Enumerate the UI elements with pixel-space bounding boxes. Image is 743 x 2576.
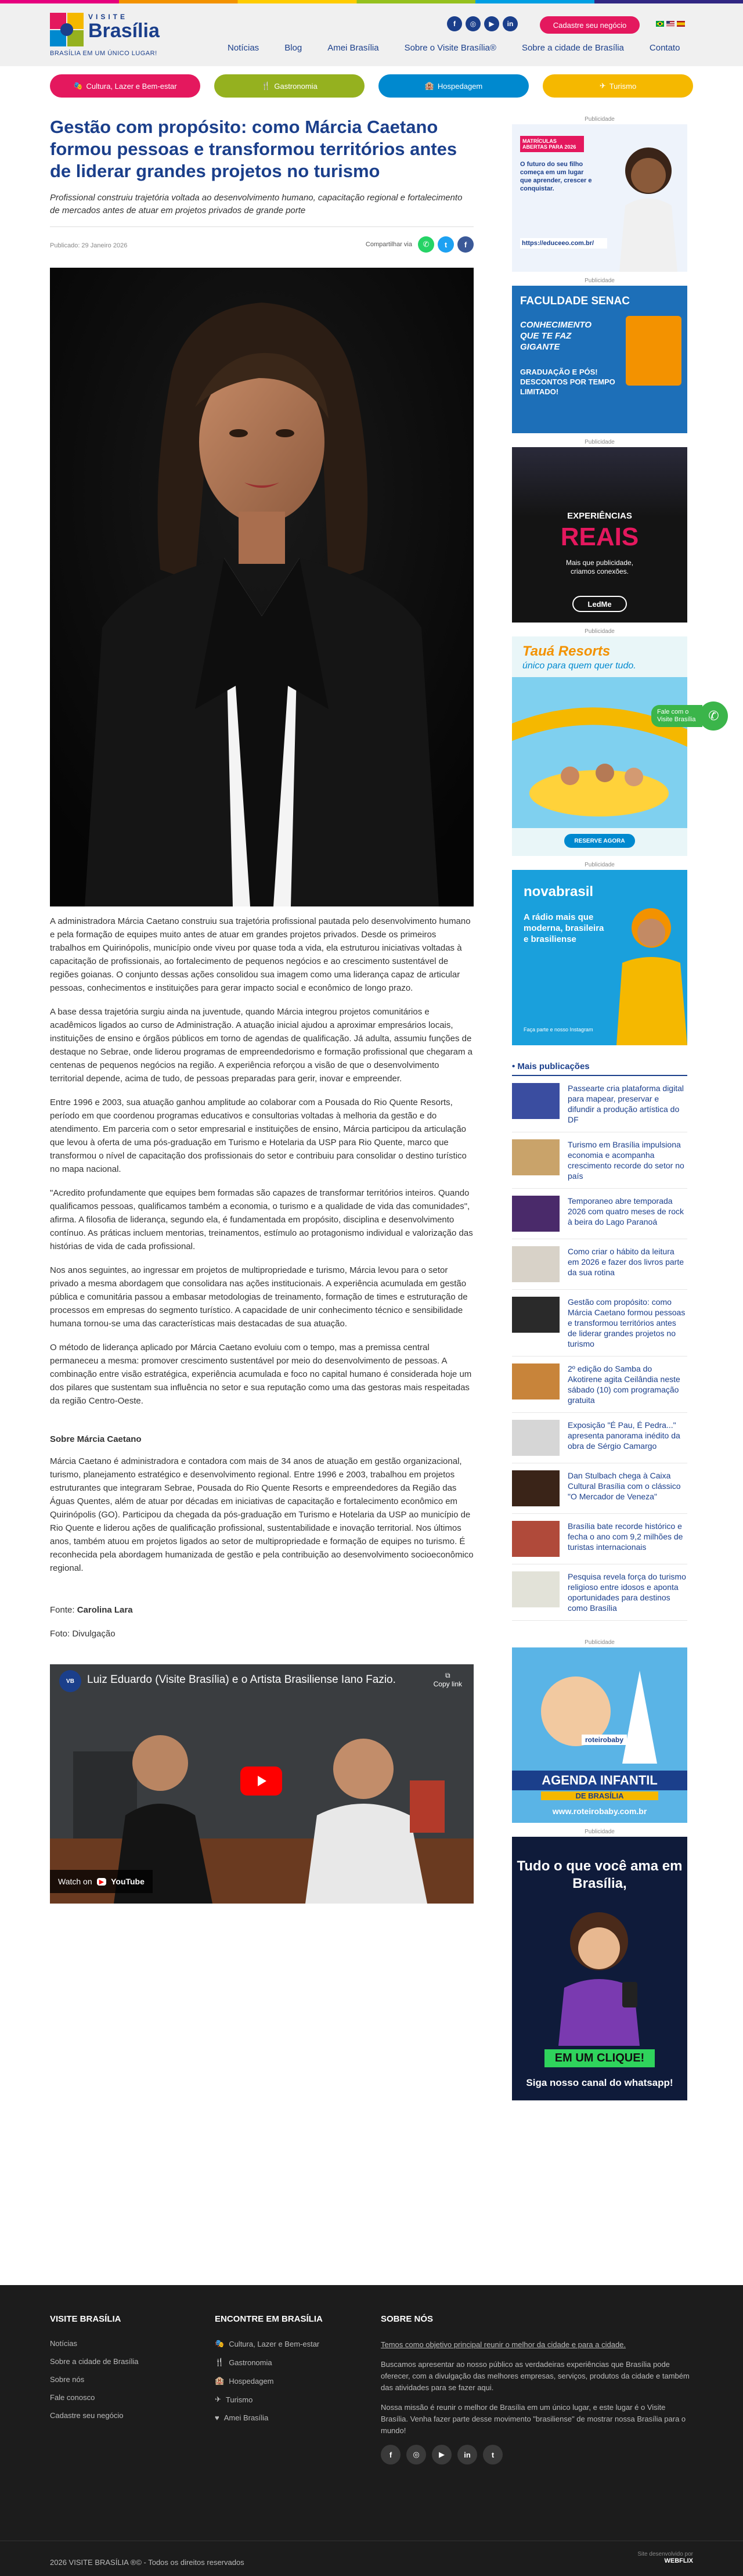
twitter-icon[interactable]: t xyxy=(483,2445,503,2465)
site-header xyxy=(0,3,743,66)
footer-col-visite xyxy=(50,2314,138,2429)
footer-link[interactable] xyxy=(215,2358,323,2367)
footer-link-label: Hospedagem xyxy=(229,2376,274,2386)
category-label: Hospedagem xyxy=(437,81,483,91)
ad-label: Publicidade xyxy=(585,862,615,868)
footer-social-links xyxy=(381,2445,692,2465)
share-label: Compartilhar via xyxy=(365,241,412,248)
facebook-icon[interactable]: f xyxy=(447,16,462,31)
ad-whatsapp-channel[interactable] xyxy=(512,1837,687,2100)
footer-link[interactable]: Fale conosco xyxy=(50,2393,95,2402)
theater-icon: 🎭 xyxy=(73,81,83,90)
news-thumbnail xyxy=(512,1363,560,1399)
source-name: Carolina Lara xyxy=(77,1605,133,1615)
news-title[interactable]: Passearte cria plataforma digital para mapear, preservar e difundir a produção artística do DF xyxy=(568,1084,684,1124)
flag-brazil-icon[interactable] xyxy=(656,21,664,27)
footer-heading: VISITE BRASÍLIA xyxy=(50,2314,121,2324)
ad-text: AGENDA INFANTIL xyxy=(512,1771,687,1790)
category-label: Gastronomia xyxy=(274,81,318,91)
share-whatsapp-icon[interactable]: ✆ xyxy=(418,236,434,253)
footer-link[interactable] xyxy=(215,2339,323,2348)
site-logo[interactable] xyxy=(50,12,172,58)
ad-novabrasil[interactable] xyxy=(512,870,687,1045)
news-title[interactable]: Gestão com propósito: como Márcia Caetano formou pessoas e transformou territórios antes de liderar grandes projetos no turismo xyxy=(568,1297,686,1348)
ad-text: REAIS xyxy=(560,523,639,551)
ad-label: Publicidade xyxy=(585,439,615,445)
article-meta xyxy=(50,236,474,255)
whatsapp-float-label xyxy=(651,705,702,727)
play-icon xyxy=(254,1774,268,1788)
copy-link-button[interactable] xyxy=(434,1671,462,1688)
ad-text: www.roteirobaby.com.br xyxy=(552,1807,647,1816)
ad-label: Publicidade xyxy=(585,1829,615,1835)
ad-text: EM UM CLIQUE! xyxy=(544,2049,655,2067)
ad-text: Tauá Resorts xyxy=(522,643,611,659)
list-item[interactable] xyxy=(512,1239,687,1290)
ad-text: https://educeeo.com.br/ xyxy=(520,238,607,249)
logo-mark-icon xyxy=(50,13,84,46)
logo-tagline: BRASÍLIA EM UM ÚNICO LUGAR! xyxy=(50,50,157,57)
site-footer xyxy=(0,2285,743,2576)
theater-icon: 🎭 xyxy=(215,2339,225,2348)
footer-col-sobre xyxy=(381,2314,692,2465)
flag-spain-icon[interactable] xyxy=(677,21,685,27)
nav-contato[interactable]: Contato xyxy=(649,43,680,53)
instagram-icon[interactable]: ◎ xyxy=(406,2445,426,2465)
dev-name: WEBFLIX xyxy=(664,2557,693,2564)
list-item[interactable] xyxy=(512,1463,687,1514)
footer-link[interactable] xyxy=(215,2376,323,2386)
share-bar xyxy=(366,236,474,253)
list-item[interactable] xyxy=(512,1564,687,1621)
whatsapp-float-button[interactable] xyxy=(651,701,728,731)
article-title: Gestão com propósito: como Márcia Caetano formou pessoas e transformou territórios antes de liderar grandes projetos no turismo xyxy=(50,117,457,181)
ad-text: FACULDADE SENAC xyxy=(520,295,630,307)
fork-knife-icon: 🍴 xyxy=(215,2358,225,2366)
ad-text: MATRÍCULAS ABERTAS PARA 2026 xyxy=(520,136,584,152)
footer-link-label: Gastronomia xyxy=(229,2358,272,2367)
hotel-icon: 🏨 xyxy=(424,81,434,90)
divider xyxy=(50,226,474,227)
category-turismo-button[interactable] xyxy=(543,74,693,98)
ledme-logo-icon: LedMe xyxy=(572,596,627,612)
news-thumbnail xyxy=(512,1196,560,1232)
whatsapp-label-line: Visite Brasília xyxy=(657,716,696,723)
footer-about-text: Buscamos apresentar ao nosso público as verdadeiras experiências que Brasília pode oferecer, com a divulgação das melhores empresas, serviços, produtos da cidade e também das atividades para se fazer aqui. xyxy=(381,2360,690,2392)
ad-woman-image xyxy=(611,893,687,1045)
developer-credit[interactable] xyxy=(635,2551,693,2564)
nav-amei-brasilia[interactable]: Amei Brasília xyxy=(327,43,379,53)
ad-label: Publicidade xyxy=(585,278,615,284)
news-title[interactable]: 2º edição do Samba do Akotirene agita Ceilândia neste sábado (10) com programação gratuita xyxy=(568,1364,680,1405)
footer-link-label: Amei Brasília xyxy=(223,2413,269,2422)
cadastre-negocio-button[interactable]: Cadastre seu negócio xyxy=(540,16,640,34)
watch-on-youtube-button[interactable] xyxy=(50,1870,153,1893)
footer-link[interactable]: Sobre nós xyxy=(50,2375,85,2384)
list-item[interactable] xyxy=(512,1357,687,1413)
flag-usa-icon[interactable] xyxy=(666,21,675,27)
category-label: Cultura, Lazer e Bem-estar xyxy=(86,81,177,91)
category-hospedagem-button[interactable] xyxy=(378,74,529,98)
about-heading: Sobre Márcia Caetano xyxy=(50,1434,142,1444)
watch-on-label: Watch on xyxy=(58,1877,92,1886)
ad-text: roteirobaby xyxy=(582,1735,627,1745)
source-label: Fonte: xyxy=(50,1605,77,1615)
ad-text: Mais que publicidade, criamos conexões. xyxy=(565,559,634,575)
ad-text: DE BRASÍLIA xyxy=(541,1791,658,1800)
footer-link[interactable] xyxy=(215,2413,323,2422)
news-title[interactable]: Como criar o hábito da leitura em 2026 e fazer dos livros parte da sua rotina xyxy=(568,1247,684,1277)
article-paragraph: O método de liderança aplicado por Márcia Caetano evoluiu com o tempo, mas a premissa central permaneceu a mesma: promover crescimento sustentável por meio do desenvolvimento de pessoas. A combinação entre visão estratégica, experiência acumulada e foco no capital humano é considerada hoje um dos pilares que sustentam sua influência no setor e sua reputação como uma das gestoras mais respeitadas da região Centro-Oeste. xyxy=(50,1343,472,1406)
article-paragraph: A administradora Márcia Caetano construiu sua trajetória profissional pautada pelo desenvolvimento humano e pela formação de equipes muito antes de atuar em grandes projetos privados. Desde os primeiros trabalhos em Quirinópolis, município onde viveu por quase toda a vida, ela estruturou iniciativas voltadas à capacitação de profissionais, ao fortalecimento de pequenos negócios e ao crescimento sustentável de regiões goianas. O conjunto dessas ações consolidou sua imagem como uma liderança capaz de articular pessoas, conhecimentos e instituições para gerar impacto social e econômico de longo prazo. xyxy=(50,916,471,993)
article-paragraph: A base dessa trajetória surgiu ainda na juventude, quando Márcia integrou projetos comunitários e acadêmicos ligados ao curso de Administração. A atuação inicial ajudou a aproximar empresários locais, instituições de ensino e órgãos públicos em torno de agendas de qualificação. Já adulta, assumiu funções de destaque no Sebrae, onde liderou programas de empreendedorismo e formação profissional que chegaram a centenas de pequenos negócios na região. A experiência reforçou a visão de que o desenvolvimento territorial depende, acima de tudo, de pessoas preparadas para gerir, inovar e empreender. xyxy=(50,1007,473,1084)
nav-noticias[interactable]: Notícias xyxy=(228,43,259,53)
news-title[interactable]: Turismo em Brasília impulsiona economia e acompanha crescimento recorde do setor no país xyxy=(568,1140,684,1181)
news-thumbnail xyxy=(512,1297,560,1333)
nav-sobre-visite[interactable]: Sobre o Visite Brasília® xyxy=(404,43,496,53)
instagram-icon[interactable]: ◎ xyxy=(466,16,481,31)
plane-icon: ✈ xyxy=(215,2395,221,2404)
news-thumbnail xyxy=(512,1571,560,1607)
plane-icon: ✈ xyxy=(599,81,606,90)
category-gastronomia-button[interactable] xyxy=(214,74,365,98)
ad-text: Tudo o que você ama em Brasília, xyxy=(517,1858,683,1891)
ad-text: Faça parte e nosso Instagram xyxy=(524,1027,593,1032)
article-subtitle: Profissional construiu trajetória voltada ao desenvolvimento humano, capacitação regional e fortalecimento de mercados antes de atuar em projetos privados de grande porte xyxy=(50,193,463,215)
ad-senac[interactable] xyxy=(512,286,687,433)
portrait-photo xyxy=(50,268,474,906)
youtube-embed[interactable] xyxy=(50,1664,474,1904)
article-paragraph: Entre 1996 e 2003, sua atuação ganhou amplitude ao colaborar com a Pousada do Rio Quente Resorts, período em que coordenou programas educativos e consultorias voltadas à melhoria da gestão e do atendimento. Em parceria com o setor empresarial e instituições de ensino, Márcia participou da articulação que levou à oferta de uma pós-graduação em Turismo e Hotelaria da USP para Rio Quente, marco que transformou o nível de capacitação dos profissionais do setor e contribuiu para consolidar o destino turístico no mapa nacional. xyxy=(50,1098,467,1174)
footer-link[interactable] xyxy=(215,2395,323,2404)
list-item[interactable] xyxy=(512,1076,687,1132)
whatsapp-icon: ✆ xyxy=(699,701,728,731)
footer-heading: ENCONTRE EM BRASÍLIA xyxy=(215,2314,323,2324)
ad-text: EXPERIÊNCIAS xyxy=(567,511,632,521)
ad-text: único para quem quer tudo. xyxy=(522,661,636,671)
news-title[interactable]: Exposição "É Pau, É Pedra..." apresenta panorama inédito da obra de Sérgio Camargo xyxy=(568,1420,680,1451)
share-twitter-icon[interactable]: t xyxy=(438,236,454,253)
list-item[interactable] xyxy=(512,1413,687,1463)
news-title[interactable]: Dan Stulbach chega à Caixa Cultural Brasília com o clássico "O Mercador de Veneza" xyxy=(568,1471,681,1501)
linkedin-icon[interactable]: in xyxy=(457,2445,477,2465)
copyright: 2026 VISITE BRASÍLIA ®© - Todos os direitos reservados xyxy=(50,2558,244,2567)
youtube-icon[interactable]: ▶ xyxy=(432,2445,452,2465)
publish-date: Publicado: 29 Janeiro 2026 xyxy=(50,242,128,249)
play-button[interactable] xyxy=(240,1766,282,1796)
ad-baby-image xyxy=(512,1647,687,1764)
footer-link-label: Turismo xyxy=(225,2395,253,2404)
article-paragraph: "Acredito profundamente que equipes bem formadas são capazes de transformar territórios inteiros. Quando qualificamos pessoas, qualificamos também a economia, o turismo e a qualidade de vida das comunidades", afirma. A filosofia de liderança, segundo ela, é fundamentada em propósito, disciplina e desenvolvimento contínuo. As práticas incluem mentorias, treinamentos, estímulo ao protagonismo individual e valorização das histórias de vida de cada profissional. xyxy=(50,1188,473,1251)
news-thumbnail xyxy=(512,1420,560,1456)
ad-text: CONHECIMENTO QUE TE FAZ GIGANTE xyxy=(520,320,592,352)
about-paragraph: Márcia Caetano é administradora e contadora com mais de 34 anos de atuação em gestão organizacional, turismo, planejamento estratégico e desenvolvimento regional. Entre 1996 e 2003, trabalhou em projetos estruturantes que integraram Sebrae, Pousada do Rio Quente Resorts e empreendedores da Região das Águas Quentes, além de atuar por décadas em iniciativas de capacitação e fortalecimento econômico em Quirinópolis (GO). Participou da chegada da pós-graduação em Turismo e Hotelaria da USP ao município de Rio Quente e liderou ações de qualificação profissional, sustentabilidade e inovação territorial. Nos últimos anos, também atuou em projetos ligados ao setor de multipropriedade e formação de equipes no turismo. É reconhecida pela abordagem humanizada de gestão e pela contribuição ao desenvolvimento socioeconômico regional. xyxy=(50,1456,474,1573)
video-title[interactable]: Luiz Eduardo (Visite Brasília) e o Artista Brasiliense Iano Fazio. xyxy=(87,1674,396,1686)
main-nav xyxy=(215,43,692,53)
news-title[interactable]: Pesquisa revela força do turismo religioso entre idosos e aponta oportunidades para destinos como Brasília xyxy=(568,1572,686,1613)
ad-photo xyxy=(512,447,687,517)
ad-label: Publicidade xyxy=(585,628,615,635)
more-posts-list xyxy=(512,1076,687,1621)
linkedin-icon[interactable]: in xyxy=(503,16,518,31)
article-hero-image xyxy=(50,268,474,906)
ad-text: O futuro do seu filho começa em um lugar que aprender, crescer e conquistar. xyxy=(520,161,592,192)
hotel-icon: 🏨 xyxy=(215,2376,225,2385)
youtube-icon[interactable]: ▶ xyxy=(484,16,499,31)
channel-avatar[interactable]: VB xyxy=(59,1670,81,1692)
copy-link-label: Copy link xyxy=(433,1680,462,1688)
whatsapp-label-line: Fale com o xyxy=(657,708,689,715)
article-paragraph: Nos anos seguintes, ao ingressar em projetos de multipropriedade e turismo, Márcia levou para o setor privado a mesma abordagem que consolidara nas ações institucionais. A experiência acumulada em gestão pública e comunitária passou a embasar metodologias de treinamento, formação de times e estruturação de processos em empresas do segmento turístico. A capacidade de unir conhecimento técnico e sensibilidade humana tornou-se uma das características mais destacadas de sua atuação. xyxy=(50,1265,468,1329)
category-label: Turismo xyxy=(609,81,637,91)
nav-blog[interactable]: Blog xyxy=(284,43,302,53)
ad-child-image xyxy=(611,130,686,272)
footer-about-text: Nossa missão é reunir o melhor de Brasília em um único lugar, e este lugar é o Visite Brasília. Venha fazer parte desse movimento "brasiliense" de mostrar nossa Brasília para o mundo! xyxy=(381,2403,686,2435)
category-buttons xyxy=(50,74,693,98)
news-title[interactable]: Temporaneo abre temporada 2026 com quatro meses de rock à beira do Lago Paranoá xyxy=(568,1196,684,1226)
ad-text: A rádio mais que moderna, brasileira e brasiliense xyxy=(524,912,604,944)
list-item[interactable] xyxy=(512,1189,687,1239)
footer-link[interactable]: Cadastre seu negócio xyxy=(50,2411,124,2420)
news-thumbnail xyxy=(512,1470,560,1506)
footer-about-lead: Temos como objetivo principal reunir o melhor da cidade e para a cidade. xyxy=(381,2340,626,2349)
footer-col-encontre xyxy=(215,2314,323,2431)
language-flags xyxy=(656,21,685,27)
news-thumbnail xyxy=(512,1083,560,1119)
ad-ledme[interactable] xyxy=(512,447,687,623)
news-title[interactable]: Brasília bate recorde histórico e fecha o ano com 9,2 milhões de turistas internacionais xyxy=(568,1521,683,1552)
list-item[interactable] xyxy=(512,1290,687,1357)
nav-sobre-cidade[interactable]: Sobre a cidade de Brasília xyxy=(521,43,624,53)
footer-link-label: Cultura, Lazer e Bem-estar xyxy=(229,2339,320,2348)
dev-label: Site desenvolvido por xyxy=(637,2551,693,2557)
news-thumbnail xyxy=(512,1246,560,1282)
source-line xyxy=(50,1605,474,1615)
photo-credit: Foto: Divulgação xyxy=(50,1629,116,1639)
youtube-label: YouTube xyxy=(111,1877,145,1886)
facebook-icon[interactable]: f xyxy=(381,2445,401,2465)
ad-text: Siga nosso canal do whatsapp! xyxy=(526,2077,673,2088)
footer-link[interactable]: Notícias xyxy=(50,2339,77,2348)
list-item[interactable] xyxy=(512,1514,687,1564)
ad-waterpark-image xyxy=(512,677,687,828)
ad-taua[interactable] xyxy=(512,636,687,856)
ad-text: GRADUAÇÃO E PÓS! DESCONTOS POR TEMPO LIMITADO! xyxy=(520,368,615,396)
ad-girl-phone-image xyxy=(547,1901,651,2046)
logo-visite-text: VISITE xyxy=(88,13,128,21)
youtube-logo-icon: ▶ xyxy=(97,1878,106,1886)
ad-roteirobaby[interactable] xyxy=(512,1647,687,1823)
copy-icon: ⧉ xyxy=(445,1671,450,1679)
ad-educeeo[interactable] xyxy=(512,124,687,272)
share-facebook-icon[interactable]: f xyxy=(457,236,474,253)
more-posts-heading: • Mais publicações xyxy=(512,1062,687,1076)
list-item[interactable] xyxy=(512,1132,687,1189)
news-thumbnail xyxy=(512,1521,560,1557)
news-thumbnail xyxy=(512,1139,560,1175)
ad-text: RESERVE AGORA xyxy=(564,834,635,848)
article xyxy=(50,116,474,1904)
category-cultura-button[interactable] xyxy=(50,74,200,98)
ad-photo xyxy=(626,316,681,386)
ad-label: Publicidade xyxy=(585,116,615,123)
sidebar xyxy=(512,116,687,2100)
fork-knife-icon: 🍴 xyxy=(261,81,271,90)
ad-label: Publicidade xyxy=(585,1639,615,1646)
header-social-links xyxy=(447,16,518,31)
footer-link[interactable]: Sobre a cidade de Brasília xyxy=(50,2357,139,2366)
logo-name-text: Brasília xyxy=(88,20,160,42)
ad-text: novabrasil xyxy=(524,884,594,900)
footer-heading: SOBRE NÓS xyxy=(381,2314,434,2324)
heart-icon: ♥ xyxy=(215,2413,219,2422)
